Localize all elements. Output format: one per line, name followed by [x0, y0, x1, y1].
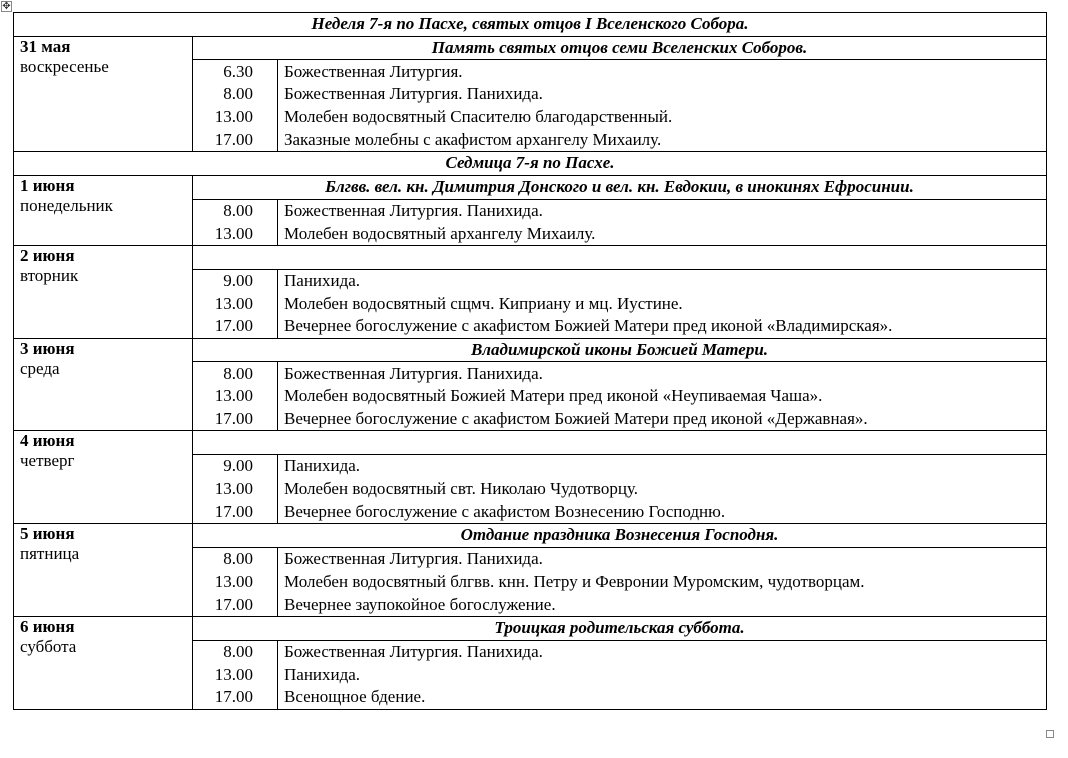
- service-time: 8.00: [193, 362, 278, 385]
- service-description: Молебен водосвятный блгвв. кнн. Петру и Февронии Муромским, чудотворцам.: [278, 571, 1047, 594]
- day-weekday: пятница: [20, 544, 80, 564]
- service-time: 9.00: [193, 269, 278, 292]
- day-date: 4 июня: [20, 431, 75, 451]
- table-resize-handle[interactable]: [1046, 730, 1054, 738]
- service-description: Божественная Литургия. Панихида.: [278, 640, 1047, 663]
- day-row: [14, 524, 1047, 548]
- day-weekday: воскресенье: [20, 56, 109, 76]
- service-description: Божественная Литургия. Панихида.: [278, 362, 1047, 385]
- service-time: 8.00: [193, 547, 278, 570]
- service-description: Божественная Литургия.: [278, 60, 1047, 83]
- day-feast: [193, 245, 1047, 269]
- service-time: 17.00: [193, 500, 278, 523]
- service-description: Молебен водосвятный сщмч. Киприану и мц. Иустине.: [278, 292, 1047, 315]
- day-date: 5 июня: [20, 524, 75, 544]
- service-time: 17.00: [193, 686, 278, 709]
- day-feast: Блгвв. вел. кн. Димитрия Донского и вел. кн. Евдокии, в инокинях Ефросинии.: [193, 175, 1047, 199]
- service-description: Молебен водосвятный Спасителю благодарственный.: [278, 106, 1047, 129]
- day-date: 6 июня: [20, 616, 75, 636]
- day-feast: Троицкая родительская суббота.: [193, 616, 1047, 640]
- day-feast: [193, 431, 1047, 455]
- service-time: 9.00: [193, 455, 278, 478]
- service-time: 13.00: [193, 663, 278, 686]
- service-time: 17.00: [193, 408, 278, 431]
- service-time: 13.00: [193, 292, 278, 315]
- day-date: 2 июня: [20, 245, 75, 265]
- day-date: 3 июня: [20, 338, 75, 358]
- service-time: 13.00: [193, 385, 278, 408]
- table-move-handle[interactable]: ✥: [2, 1, 11, 12]
- service-description: Всенощное бдение.: [278, 686, 1047, 709]
- day-row: [14, 338, 1047, 362]
- day-date-cell: [14, 338, 193, 431]
- day-weekday: понедельник: [20, 195, 113, 215]
- day-row: [14, 36, 1047, 60]
- service-description: Вечернее богослужение с акафистом Божией Матери пред иконой «Владимирская».: [278, 315, 1047, 338]
- schedule-table: [13, 12, 1047, 710]
- service-time: 13.00: [193, 106, 278, 129]
- section-heading: Седмица 7-я по Пасхе.: [14, 152, 1047, 176]
- day-row: [14, 431, 1047, 455]
- service-description: Вечернее богослужение с акафистом Вознесению Господню.: [278, 500, 1047, 523]
- service-description: Молебен водосвятный архангелу Михаилу.: [278, 222, 1047, 245]
- service-description: Панихида.: [278, 455, 1047, 478]
- service-time: 6.30: [193, 60, 278, 83]
- service-description: Панихида.: [278, 663, 1047, 686]
- service-description: Вечернее заупокойное богослужение.: [278, 593, 1047, 616]
- day-row: [14, 616, 1047, 640]
- day-date: 31 мая: [20, 36, 71, 56]
- service-description: Молебен водосвятный Божией Матери пред иконой «Неупиваемая Чаша».: [278, 385, 1047, 408]
- day-date: 1 июня: [20, 175, 75, 195]
- day-date-cell: [14, 36, 193, 151]
- service-description: Божественная Литургия. Панихида.: [278, 547, 1047, 570]
- day-date-cell: [14, 431, 193, 524]
- day-date-cell: [14, 616, 193, 709]
- day-row: [14, 175, 1047, 199]
- service-time: 8.00: [193, 199, 278, 222]
- section-heading-row: [14, 13, 1047, 37]
- day-date-cell: [14, 175, 193, 245]
- service-time: 17.00: [193, 128, 278, 151]
- service-time: 13.00: [193, 222, 278, 245]
- day-weekday: среда: [20, 358, 60, 378]
- service-description: Панихида.: [278, 269, 1047, 292]
- day-row: [14, 245, 1047, 269]
- service-time: 8.00: [193, 83, 278, 106]
- day-date-cell: [14, 245, 193, 338]
- day-weekday: вторник: [20, 265, 79, 285]
- section-heading: Неделя 7-я по Пасхе, святых отцов I Вселенского Собора.: [14, 13, 1047, 37]
- service-description: Вечернее богослужение с акафистом Божией Матери пред иконой «Державная».: [278, 408, 1047, 431]
- service-description: Божественная Литургия. Панихида.: [278, 83, 1047, 106]
- service-description: Заказные молебны с акафистом архангелу Михаилу.: [278, 128, 1047, 151]
- service-time: 17.00: [193, 593, 278, 616]
- service-description: Молебен водосвятный свт. Николаю Чудотворцу.: [278, 478, 1047, 501]
- service-time: 13.00: [193, 478, 278, 501]
- service-time: 13.00: [193, 571, 278, 594]
- service-description: Божественная Литургия. Панихида.: [278, 199, 1047, 222]
- service-time: 17.00: [193, 315, 278, 338]
- section-heading-row: [14, 152, 1047, 176]
- day-feast: Память святых отцов семи Вселенских Соборов.: [193, 36, 1047, 60]
- day-date-cell: [14, 524, 193, 617]
- service-time: 8.00: [193, 640, 278, 663]
- day-weekday: суббота: [20, 636, 77, 656]
- day-feast: Владимирской иконы Божией Матери.: [193, 338, 1047, 362]
- day-feast: Отдание праздника Вознесения Господня.: [193, 524, 1047, 548]
- day-weekday: четверг: [20, 451, 75, 471]
